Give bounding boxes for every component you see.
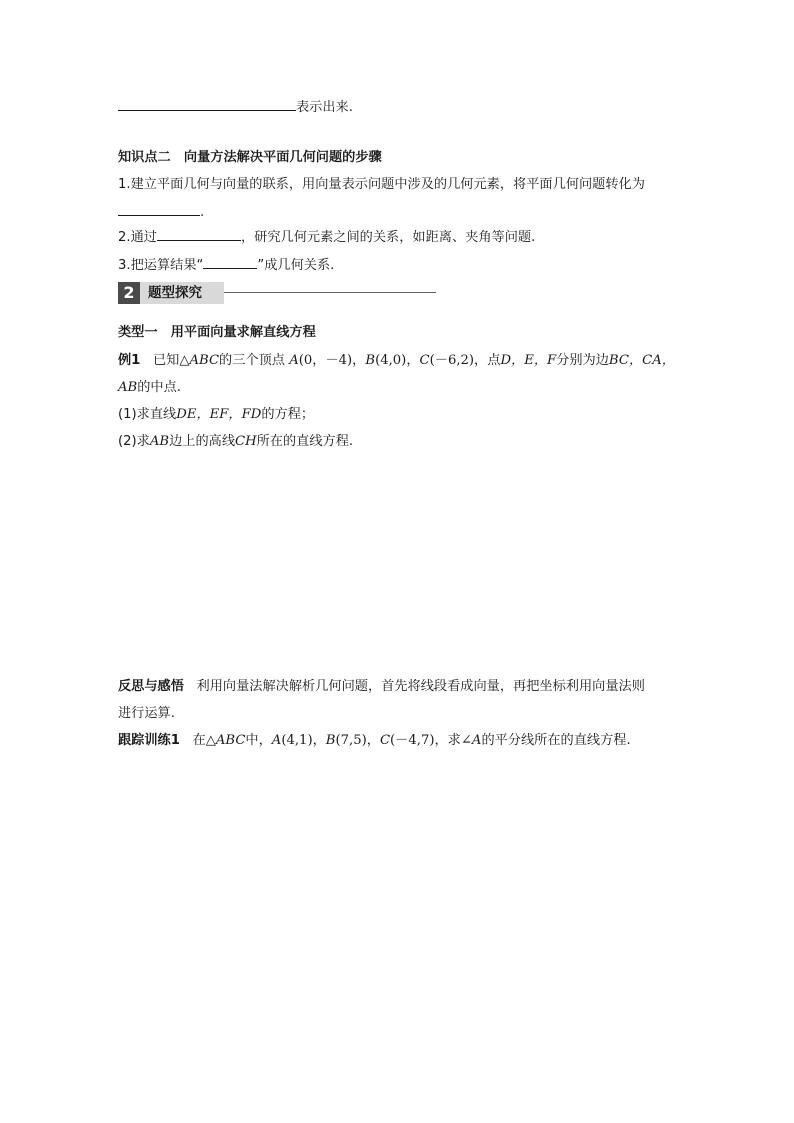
answer-blank [203,256,257,269]
example-1-line-1 [118,353,675,369]
line-ch: CH [235,434,257,449]
text: 的方程； [261,407,315,422]
reflection-label: 反思与感悟 [118,679,184,694]
text: 边上的高线 [169,434,236,449]
text: 的中点. [137,380,181,395]
practice-1-label: 跟踪训练1 [118,733,180,748]
section-number: 2 [118,282,140,304]
point-a: A [271,733,282,748]
coord-c: (－4,7)，求∠ [390,733,472,748]
kp2-item-3-pre: 3.把运算结果“ [118,258,204,273]
angle-a: A [471,733,482,748]
text: 已知△ [152,353,190,368]
text: 在△ [192,733,216,748]
knowledge-point-2-heading: 知识点二 向量方法解决平面几何问题的步骤 [118,150,382,165]
kp2-item-1-text: 1.建立平面几何与向量的联系，用向量表示问题中涉及的几何元素，将平面几何问题转化为 [118,177,645,192]
text: 的三个顶点 [219,353,285,368]
section-banner [118,282,438,304]
lines: DE，EF，FD [176,407,262,422]
example-1-label: 例1 [118,353,141,368]
kp2-item-3-post: ”成几何关系. [257,258,335,273]
point-b: B [365,353,376,368]
text: 分别为边 [556,353,609,368]
type-1-heading: 类型一 用平面向量求解直线方程 [118,325,316,340]
kp2-item-2-post: ，研究几何元素之间的关系，如距离、夹角等问题. [240,230,536,245]
text: 中， [245,733,272,748]
triangle-name: ABC [189,353,220,368]
point-b: B [325,733,336,748]
side-ab: AB [149,434,170,449]
coord-a: (0，－4)， [298,353,366,368]
answer-blank [157,228,241,241]
practice-1 [118,733,631,749]
kp2-item-1-end: . [200,205,205,220]
reflection-line-1 [118,679,645,695]
coord-b: (4,0)， [375,353,420,368]
points-def: D，E，F [500,353,557,368]
kp2-item-1-blank-line [118,203,204,221]
text: 所在的直线方程. [256,434,354,449]
top-suffix: 表示出来. [296,100,353,115]
coord-b: (7,5)， [335,733,380,748]
reflection-text: 利用向量法解决解析几何问题，首先将线段看成向量，再把坐标利用向量法则 [196,679,645,694]
example-1-line-2 [118,380,181,396]
example-1-question-2 [118,434,353,450]
answer-blank [118,98,296,111]
triangle-name: ABC [215,733,246,748]
kp2-item-1 [118,177,645,193]
example-1-question-1 [118,407,314,423]
sides: BC，CA， [608,353,675,368]
coord-a: (4,1)， [281,733,326,748]
text: (2)求 [118,434,150,449]
text: (1)求直线 [118,407,177,422]
kp2-item-2 [118,228,535,246]
kp2-item-3 [118,256,334,274]
section-title: 题型探究 [140,282,224,304]
reflection-line-2: 进行运算. [118,706,175,721]
point-c: C [419,353,430,368]
point-c: C [379,733,391,748]
kp2-item-2-pre: 2.通过 [118,230,157,245]
section-divider [224,292,436,293]
side-ab: AB [118,380,138,395]
point-a: A [289,353,299,368]
top-fill-line [118,98,353,116]
coord-c: (－6,2)，点 [429,353,501,368]
text: 的平分线所在的直线方程. [481,733,631,748]
answer-blank [118,203,200,216]
